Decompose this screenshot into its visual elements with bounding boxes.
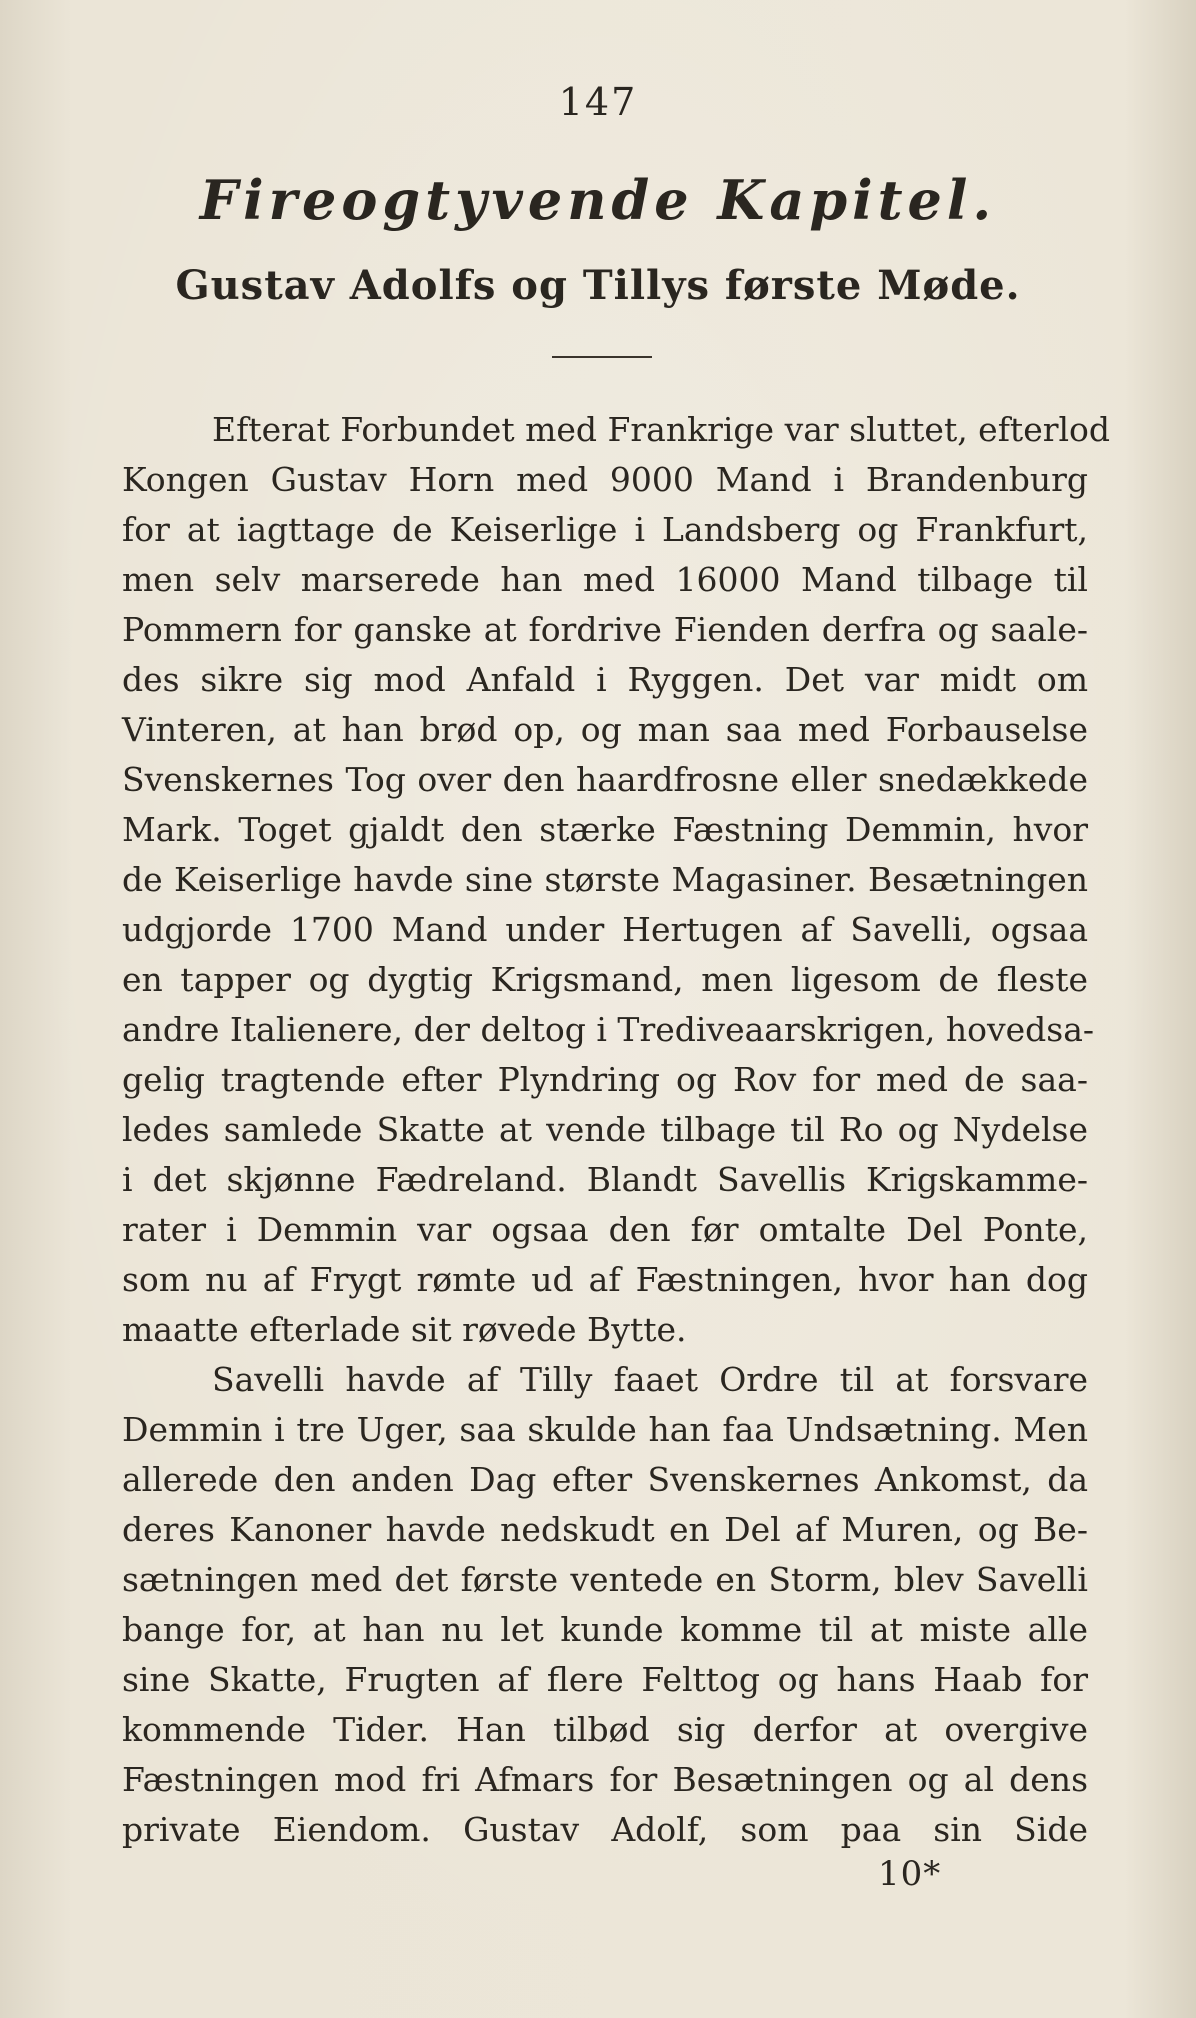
chapter-subtitle: Gustav Adolfs og Tillys første Møde. [175, 262, 1021, 309]
text-line: gelig tragtende efter Plyndring og Rov for med de saa- [122, 1060, 1088, 1099]
text-line: sætningen med det første ventede en Storm, blev Savelli [122, 1560, 1088, 1599]
text-line: ledes samlede Skatte at vende tilbage til Ro og Nydelse [122, 1110, 1088, 1149]
text-line: en tapper og dygtig Krigsmand, men ligesom de fleste [122, 960, 1088, 999]
text-line: private Eiendom. Gustav Adolf, som paa sin Side [122, 1810, 1088, 1849]
text-line: rater i Demmin var ogsaa den før omtalte Del Ponte, [122, 1210, 1088, 1249]
text-line: men selv marserede han med 16000 Mand tilbage til [122, 560, 1088, 599]
text-line: for at iagttage de Keiserlige i Landsberg og Frankfurt, [122, 510, 1088, 549]
text-line: Kongen Gustav Horn med 9000 Mand i Brandenburg [122, 460, 1088, 499]
text-line: Mark. Toget gjaldt den stærke Fæstning Demmin, hvor [122, 810, 1088, 849]
text-line: Demmin i tre Uger, saa skulde han faa Undsætning. Men [122, 1410, 1088, 1449]
text-line: maatte efterlade sit røvede Bytte. [122, 1310, 687, 1349]
body-text [122, 405, 1111, 1855]
text-line: udgjorde 1700 Mand under Hertugen af Savelli, ogsaa [122, 910, 1088, 949]
text-line: bange for, at han nu let kunde komme til at miste alle [122, 1610, 1088, 1649]
text-line: allerede den anden Dag efter Svenskernes Ankomst, da [122, 1460, 1088, 1499]
text-line: andre Italienere, der deltog i Trediveaarskrigen, hovedsa- [122, 1010, 1095, 1049]
text-line: Fæstningen mod fri Afmars for Besætningen og al dens [122, 1760, 1088, 1799]
text-line: sine Skatte, Frugten af flere Felttog og hans Haab for [122, 1660, 1088, 1699]
text-line: Pommern for ganske at fordrive Fienden derfra og saale- [122, 610, 1088, 649]
chapter-title: Fireogtyvende Kapitel. [199, 168, 997, 232]
text-line: deres Kanoner havde nedskudt en Del af Muren, og Be- [122, 1510, 1088, 1549]
text-line: Vinteren, at han brød op, og man saa med Forbauselse [122, 710, 1088, 749]
page-number: 147 [558, 80, 638, 124]
text-line: de Keiserlige havde sine største Magasiner. Besætningen [122, 860, 1088, 899]
text-line: Savelli havde af Tilly faaet Ordre til at forsvare [212, 1360, 1088, 1399]
text-line: i det skjønne Fædreland. Blandt Savellis Krigskamme- [122, 1160, 1088, 1199]
section-divider [552, 356, 652, 358]
text-line: des sikre sig mod Anfald i Ryggen. Det var midt om [122, 660, 1088, 699]
text-line: som nu af Frygt rømte ud af Fæstningen, hvor han dog [122, 1260, 1088, 1299]
text-line: Efterat Forbundet med Frankrige var sluttet, efterlod [212, 410, 1111, 449]
signature-mark: 10* [878, 1854, 942, 1894]
text-line: Svenskernes Tog over den haardfrosne eller snedækkede [122, 760, 1088, 799]
text-line: kommende Tider. Han tilbød sig derfor at overgive [122, 1710, 1088, 1749]
